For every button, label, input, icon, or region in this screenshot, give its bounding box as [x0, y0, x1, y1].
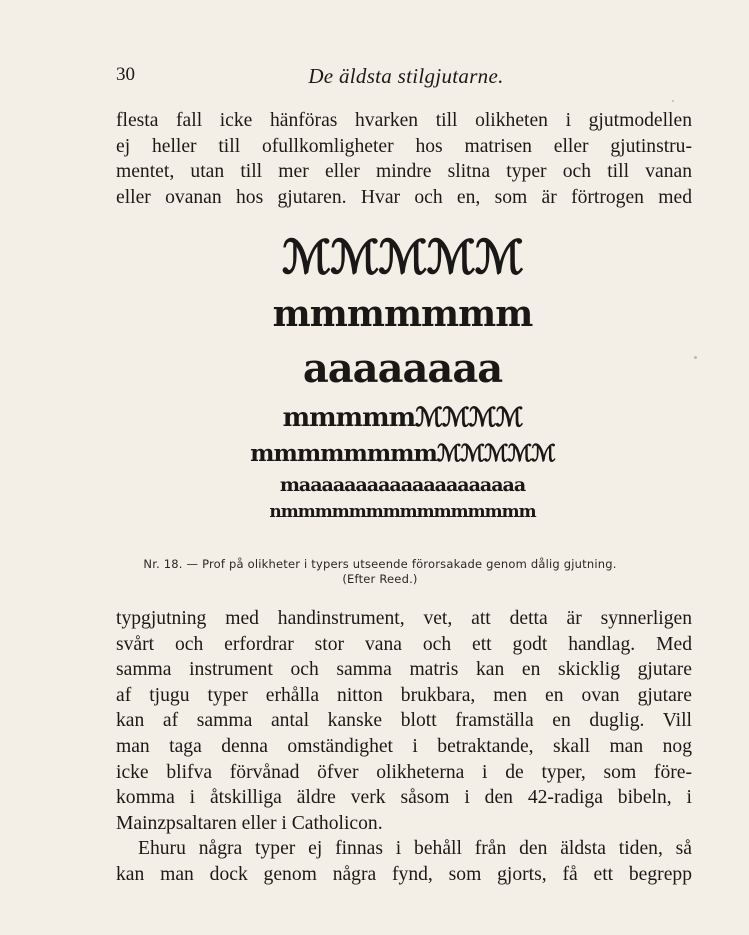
specimen-row: maaaaaaaaaaaaaaaaaaaa: [279, 474, 526, 496]
top-paragraph: [116, 108, 692, 210]
text-line: typgjutning med handinstrument, vet, att detta är synnerligen: [116, 608, 692, 629]
specimen-row: nmmmmmmmmmmmmmmm: [269, 502, 536, 522]
text-line: af tjugu typer erhålla nitton brukbara, men en ovan gjutare: [116, 684, 692, 706]
specimen-row: aaaaaaaa: [302, 345, 503, 392]
specimen-row: mmmmmmm: [272, 293, 533, 335]
text-line: eller ovanan hos gjutaren. Hvar och en, som är förtrogen med: [116, 186, 692, 208]
caption-line: Nr. 18. — Prof på olikheter i typers utseende förorsakade genom dålig gjutning.: [143, 557, 617, 571]
text-line: ej heller till ofullkomligheter hos matrisen eller gjutinstru-: [116, 135, 692, 157]
running-title: De äldsta stilgjutarne.: [308, 64, 504, 88]
text-line: Mainzpsaltaren eller i Catholicon.: [116, 812, 383, 834]
figure-caption: [130, 557, 630, 587]
text-line: Ehuru några typer ej finnas i behåll från den äldsta tiden, så: [138, 838, 692, 860]
text-line: mentet, utan till mer eller mindre slitna typer och till vanan: [116, 161, 692, 183]
text-line: komma i åtskilliga äldre verk såsom i den 42-radiga bibeln, i: [116, 787, 692, 809]
text-line: samma instrument och samma matris kan en skicklig gjutare: [116, 659, 692, 681]
paper-speck: [672, 100, 674, 102]
specimen-row: mmmmmmmmℳℳℳℳℳ: [250, 440, 555, 467]
running-head: [116, 64, 696, 92]
text-line: flesta fall icke hänföras hvarken till olikheten i gjutmodellen: [116, 110, 692, 131]
type-specimen-figure: [230, 228, 575, 533]
paper-speck: [694, 356, 697, 359]
text-line: svårt och erfordrar stor vana och ett godt handlag. Med: [116, 633, 692, 655]
text-line: kan man dock genom några fynd, som gjorts, få ett begrepp: [116, 863, 692, 885]
text-line: kan af samma antal kanske blott framställa en duglig. Vill: [116, 710, 692, 732]
text-line: icke blifva förvånad öfver olikheterna i de typer, som före-: [116, 761, 692, 783]
bottom-text: [116, 606, 692, 888]
page-number: 30: [116, 64, 135, 85]
specimen-row: ℳℳℳℳℳ: [282, 230, 523, 284]
specimen-row: mmmmmℳℳℳℳ: [282, 403, 523, 433]
text-line: man taga denna omständighet i betraktande, skall man nog: [116, 735, 692, 757]
caption-source: (Efter Reed.): [342, 572, 418, 586]
